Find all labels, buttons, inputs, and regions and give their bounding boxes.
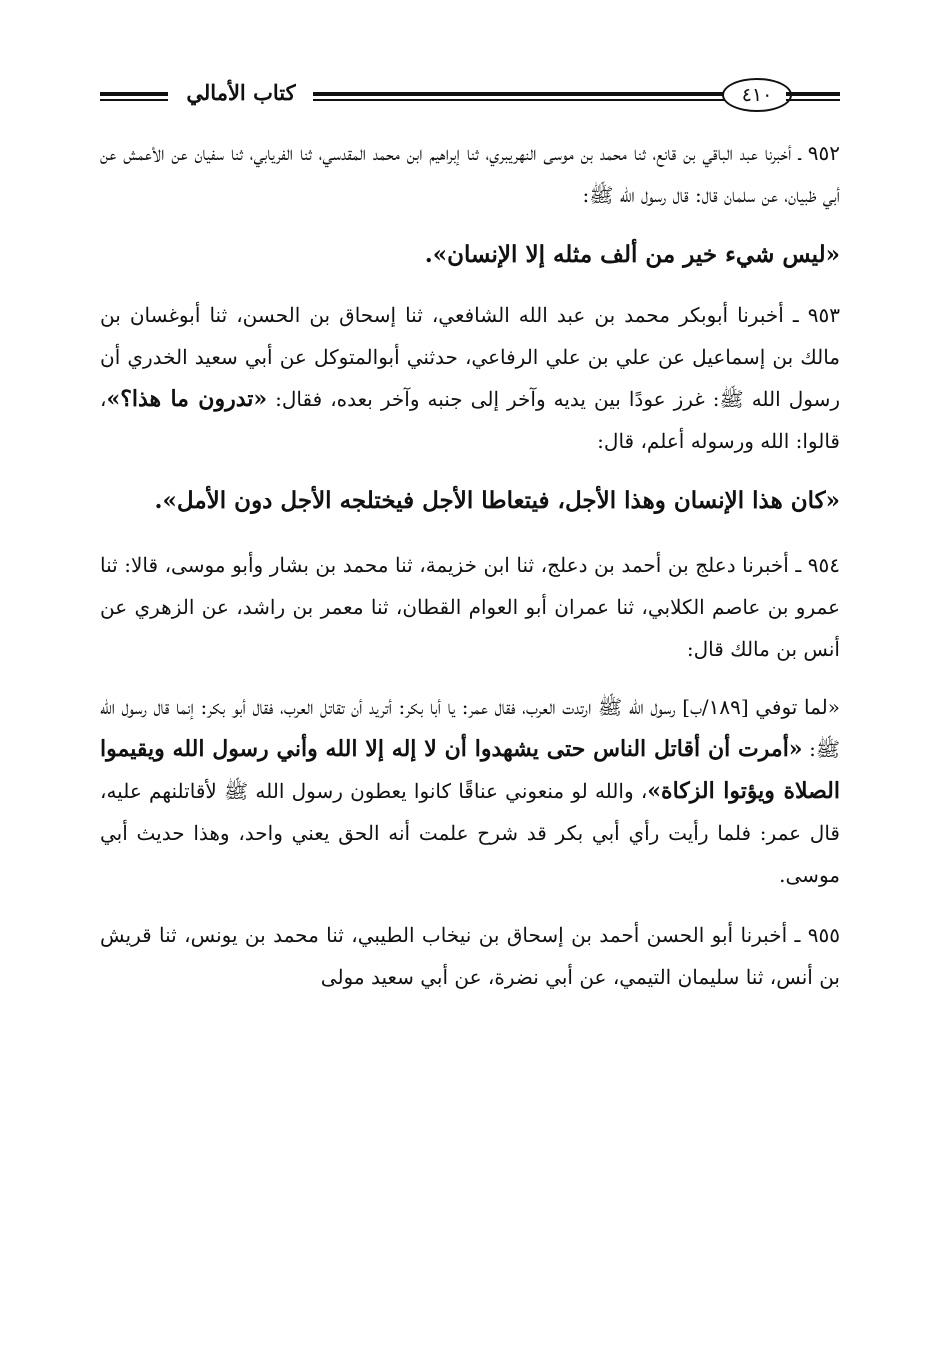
hadith-954-bold: «أمرت أن أقاتل الناس حتى يشهدوا أن لا إله إلا الله وأني رسول الله ويقيموا الصلاة ويؤتوا الزكاة» bbox=[100, 736, 840, 804]
hadith-955: ٩٥٥ ـ أخبرنا أبو الحسن أحمد بن إسحاق بن نيخاب الطيبي، ثنا محمد بن يونس، ثنا قريش بن أنس، ثنا سليمان التيمي، عن أبي نضرة، عن أبي سعيد مولى bbox=[100, 923, 840, 989]
hadith-953-bold: «تدرون ما هذا؟» bbox=[106, 386, 268, 412]
hadith-953-quote: «كان هذا الإنسان وهذا الأجل، فيتعاطا الأجل فيختلجه الأجل دون الأمل». bbox=[154, 487, 840, 514]
hadith-952: ٩٥٢ ـ أخبرنا عبد الباقي بن قانع، ثنا محمد بن موسى النهريبري، ثنا إبراهيم ابن محمد المقدسي، ثنا الفريابي، ثنا سفيان عن الأعمش عن أبي ظبيان، عن سلمان قال: قال رسول الله ﷺ: bbox=[100, 141, 840, 207]
hadith-953 bbox=[100, 294, 840, 462]
header-rule-middle-thin bbox=[313, 99, 725, 101]
hadith-953-text: ٩٥٣ ـ أخبرنا أبوبكر محمد بن عبد الله الشافعي، ثنا إسحاق بن الحسن، ثنا أبوغسان بن مالك بن إسماعيل عن علي بن علي الرفاعي، حدثني أبوالمتوكل عن أبي سعيد الخدري أن رسول الله ﷺ: غرز عودًا بين يديه وآخر إلى جنبه وآخر بعده، فقال: bbox=[100, 303, 840, 411]
header-rule-right bbox=[786, 92, 840, 96]
hadith-954-narration bbox=[100, 686, 840, 896]
hadith-953-text-end: ، قالوا: الله ورسوله أعلم، قال: bbox=[100, 387, 840, 453]
page-number: ٤١٠ bbox=[722, 78, 792, 112]
hadith-954-narration-text: «لما توفي [١٨٩/ب] رسول الله ﷺ ارتدت العرب، فقال عمر: يا أبا بكر: أتريد أن تقاتل العرب، فقال أبو بكر: إنما قال رسول الله ﷺ: bbox=[100, 695, 840, 761]
hadith-952-quote: «ليس شيء خير من ألف مثله إلا الإنسان». bbox=[424, 241, 840, 268]
header-rule-left-thin bbox=[100, 99, 168, 101]
page-body bbox=[100, 130, 840, 998]
hadith-954: ٩٥٤ ـ أخبرنا دعلج بن أحمد بن دعلج، ثنا ابن خزيمة، ثنا محمد بن بشار وأبو موسى، قالا: ثنا عمرو بن عاصم الكلابي، ثنا عمران أبو العوام القطان، ثنا معمر بن راشد، عن الزهري عن أنس بن مالك قال: bbox=[100, 553, 840, 661]
header-rule-left bbox=[100, 92, 168, 96]
page-header bbox=[100, 78, 840, 118]
header-rule-right-thin bbox=[786, 99, 840, 101]
header-rule-middle bbox=[313, 92, 725, 96]
hadith-954-narration-end: ، والله لو منعوني عناقًا كانوا يعطون رسول الله ﷺ لأقاتلنهم عليه، قال عمر: فلما رأيت رأي أبي بكر قد شرح علمت أنه الحق يعني واحد، وهذا حديث أبي موسى. bbox=[100, 779, 840, 887]
book-title: كتاب الأمالي bbox=[186, 80, 296, 105]
